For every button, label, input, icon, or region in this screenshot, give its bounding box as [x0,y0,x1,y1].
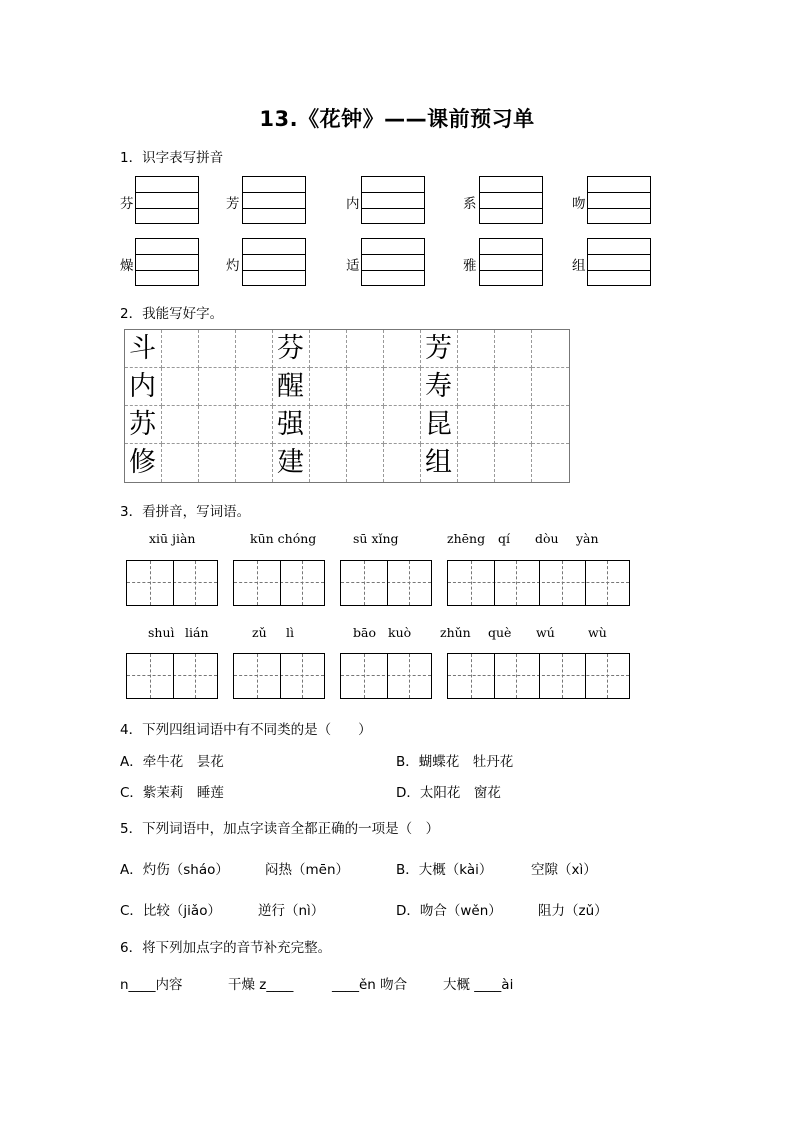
guide-line [302,654,303,698]
guide-line [195,654,196,698]
q6-item-3[interactable]: ____ěn 吻合 [332,977,408,993]
pinyin-writing-box[interactable] [135,176,199,224]
pinyin-label: kūn chóng [250,531,317,546]
pinyin-writing-box[interactable] [479,176,543,224]
model-character: 组 [425,447,452,478]
pinyin-writing-box[interactable] [587,176,651,224]
grid-cell[interactable] [162,444,199,482]
grid-cell[interactable] [384,368,421,406]
writing-guide-line [362,192,424,193]
model-character: 内 [129,371,156,402]
tianzi-box[interactable] [340,560,432,606]
writing-guide-line [588,270,650,271]
pinyin-writing-box[interactable] [242,238,306,286]
grid-cell[interactable] [458,368,495,406]
guide-line [562,561,563,605]
tianzi-box[interactable] [447,560,630,606]
grid-cell[interactable] [495,330,532,368]
writing-guide-line [362,254,424,255]
question-1-label: 1．识字表写拼音 [120,150,224,166]
cell-divider [585,561,586,605]
writing-guide-line [243,254,305,255]
character-practice-grid[interactable] [124,329,570,483]
pinyin-label: shuì [148,625,175,640]
q6-item-2[interactable]: 干燥 z____ [228,977,294,993]
writing-guide-line [243,270,305,271]
model-character: 斗 [129,333,156,364]
writing-guide-line [362,208,424,209]
guide-line [257,561,258,605]
cell-divider [280,654,281,698]
grid-cell[interactable] [199,406,236,444]
tianzi-box[interactable] [447,653,630,699]
model-character: 寿 [425,371,452,402]
cell-divider [494,561,495,605]
cell-divider [387,561,388,605]
cell-divider [173,654,174,698]
writing-guide-line [480,254,542,255]
grid-cell[interactable] [532,444,569,482]
model-character: 芬 [277,333,304,364]
guide-line [257,654,258,698]
cell-divider [173,561,174,605]
pinyin-label: sū xǐng [353,531,399,546]
pinyin-char: 灼 [226,258,240,274]
pinyin-label: xiū jiàn [149,531,196,546]
question-3-label: 3．看拼音，写词语。 [120,504,251,520]
pinyin-label: yàn [576,531,599,546]
model-character: 芳 [425,333,452,364]
grid-cell[interactable] [495,444,532,482]
pinyin-writing-box[interactable] [242,176,306,224]
grid-cell[interactable] [162,406,199,444]
pinyin-label: bāo [353,625,376,640]
writing-guide-line [480,208,542,209]
q4-option-a[interactable]: A．牵牛花 昙花 [120,754,224,770]
cell-divider [585,654,586,698]
guide-line [607,561,608,605]
cell-divider [539,561,540,605]
grid-cell[interactable] [347,330,384,368]
guide-line [471,654,472,698]
q5-option-b-word1[interactable]: B．大概（kài） [396,862,493,878]
guide-line [516,561,517,605]
question-2-label: 2．我能写好字。 [120,306,224,322]
writing-guide-line [136,254,198,255]
model-character: 强 [277,409,304,440]
q5-option-a-word1[interactable]: A．灼伤（sháo） [120,862,229,878]
grid-cell[interactable] [458,406,495,444]
grid-cell[interactable] [236,444,273,482]
pinyin-char: 燥 [120,258,134,274]
grid-cell[interactable] [532,330,569,368]
pinyin-label: wù [588,625,607,640]
pinyin-label: zhēng [447,531,486,546]
grid-cell[interactable] [310,444,347,482]
grid-cell[interactable] [199,444,236,482]
writing-guide-line [243,192,305,193]
q4-option-d[interactable]: D．太阳花 窗花 [396,785,501,801]
writing-guide-line [588,192,650,193]
cell-divider [494,654,495,698]
pinyin-label: zǔ [252,625,267,640]
writing-guide-line [136,208,198,209]
grid-cell[interactable] [384,330,421,368]
grid-cell[interactable] [310,330,347,368]
pinyin-label: lì [286,625,294,640]
model-character: 建 [277,447,304,478]
cell-divider [539,654,540,698]
grid-cell[interactable] [162,330,199,368]
grid-cell[interactable] [162,368,199,406]
question-4-label: 4．下列四组词语中有不同类的是（ ） [120,722,372,738]
q5-option-c-word1[interactable]: C．比较（jiǎo） [120,903,221,919]
pinyin-label: qí [498,531,510,546]
pinyin-writing-box[interactable] [361,176,425,224]
grid-cell[interactable] [532,406,569,444]
grid-cell[interactable] [458,330,495,368]
q5-option-d-word1[interactable]: D．吻合（wěn） [396,903,502,919]
grid-cell[interactable] [236,368,273,406]
pinyin-char: 雅 [463,258,477,274]
guide-line [471,561,472,605]
tianzi-box[interactable] [233,560,325,606]
grid-cell[interactable] [384,444,421,482]
tianzi-box[interactable] [233,653,325,699]
pinyin-label: què [488,625,512,640]
tianzi-box[interactable] [340,653,432,699]
pinyin-writing-box[interactable] [479,238,543,286]
grid-cell[interactable] [236,330,273,368]
writing-guide-line [136,270,198,271]
grid-cell[interactable] [347,406,384,444]
tianzi-box[interactable] [126,653,218,699]
pinyin-char: 内 [346,196,360,212]
pinyin-label: zhǔn [440,625,471,640]
guide-line [195,561,196,605]
pinyin-label: dòu [535,531,559,546]
grid-cell[interactable] [199,330,236,368]
q4-option-c[interactable]: C．紫茉莉 睡莲 [120,785,224,801]
writing-guide-line [588,208,650,209]
grid-cell[interactable] [347,368,384,406]
pinyin-char: 吻 [572,196,586,212]
pinyin-char: 系 [463,196,477,212]
writing-guide-line [362,270,424,271]
pinyin-writing-box[interactable] [587,238,651,286]
writing-guide-line [588,254,650,255]
pinyin-label: wú [536,625,555,640]
tianzi-box[interactable] [126,560,218,606]
cell-divider [387,654,388,698]
grid-cell[interactable] [532,368,569,406]
grid-cell[interactable] [347,444,384,482]
q5-option-c-word2: 逆行（nì） [258,903,325,919]
writing-guide-line [480,270,542,271]
writing-guide-line [243,208,305,209]
grid-cell[interactable] [384,406,421,444]
pinyin-writing-box[interactable] [135,238,199,286]
guide-line [150,561,151,605]
model-character: 苏 [129,409,156,440]
grid-cell[interactable] [310,406,347,444]
pinyin-writing-box[interactable] [361,238,425,286]
writing-guide-line [480,192,542,193]
pinyin-char: 芳 [226,196,240,212]
q5-option-b-word2: 空隙（xì） [531,862,597,878]
grid-cell[interactable] [458,444,495,482]
guide-line [150,654,151,698]
writing-guide-line [136,192,198,193]
guide-line [409,654,410,698]
guide-line [364,561,365,605]
q6-item-1[interactable]: n____内容 [120,977,183,993]
guide-line [409,561,410,605]
guide-line [607,654,608,698]
model-character: 昆 [425,409,452,440]
pinyin-char: 芬 [120,196,134,212]
page-title: 13.《花钟》——课前预习单 [259,107,535,131]
model-character: 修 [129,447,156,478]
cell-divider [280,561,281,605]
q4-option-b[interactable]: B．蝴蝶花 牡丹花 [396,754,514,770]
guide-line [302,561,303,605]
guide-line [364,654,365,698]
question-5-label: 5．下列词语中，加点字读音全都正确的一项是（ ） [120,821,440,837]
pinyin-char: 组 [572,258,586,274]
grid-cell[interactable] [495,368,532,406]
q5-option-a-word2: 闷热（mēn） [265,862,350,878]
pinyin-label: kuò [388,625,412,640]
pinyin-char: 适 [346,258,360,274]
guide-line [516,654,517,698]
q5-option-d-word2: 阻力（zǔ） [538,903,608,919]
grid-cell[interactable] [199,368,236,406]
question-6-label: 6．将下列加点字的音节补充完整。 [120,940,332,956]
guide-line [562,654,563,698]
pinyin-label: lián [185,625,209,640]
grid-cell[interactable] [236,406,273,444]
grid-cell[interactable] [495,406,532,444]
grid-cell[interactable] [310,368,347,406]
q6-item-4[interactable]: 大概 ____ài [443,977,514,993]
model-character: 醒 [277,371,304,402]
